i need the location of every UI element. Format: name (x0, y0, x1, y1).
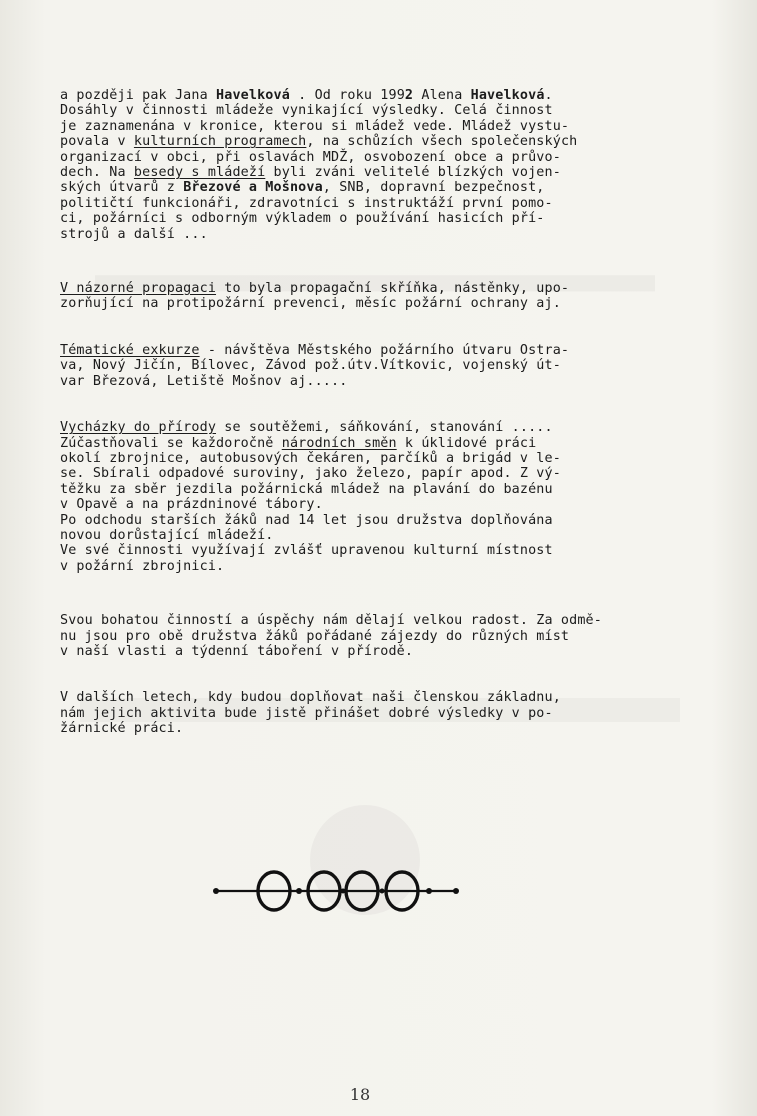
text-line (60, 559, 710, 574)
text-line (60, 103, 710, 118)
text-segment: političtí funkcionáři, zdravotníci s instruktáží první pomo- (60, 195, 553, 211)
text-segment: va, Nový Jičín, Bílovec, Závod pož.útv.Vítkovic, vojenský út- (60, 358, 561, 374)
paragraph-gap (60, 242, 710, 281)
text-segment: novou dorůstající mládeží. (60, 527, 274, 543)
text-segment: v Opavě a na prázdninové tábory. (60, 497, 323, 513)
text-segment: a později pak Jana (60, 88, 217, 103)
text-segment: povala v (60, 134, 134, 150)
text-line (60, 180, 710, 195)
ornament-divider (212, 868, 460, 914)
text-line (60, 629, 710, 644)
text-segment: k úklidové práci (396, 435, 537, 451)
text-segment: těžku za sběr jezdila požárnická mládež na plavání do bazénu (60, 481, 553, 497)
text-segment: var Březová, Letiště Mošnov aj..... (60, 373, 348, 389)
text-segment: v naší vlasti a týdenní táboření v přírodě. (60, 643, 414, 659)
text-line (60, 165, 710, 180)
text-segment: Po odchodu starších žáků nad 14 let jsou družstva doplňována (60, 512, 553, 528)
text-segment: byli zváni velitelé blízkých vojen- (265, 165, 561, 181)
text-segment: nu jsou pro obě družstva žáků pořádané zájezdy do různých míst (60, 628, 570, 644)
text-line (60, 196, 710, 211)
text-line (60, 88, 710, 103)
text-segment: . (544, 88, 553, 103)
text-segment: Alena (413, 88, 471, 103)
paragraph-gap (60, 574, 710, 613)
text-segment: se. Sbírali odpadové suroviny, jako železo, papír apod. Z vý- (60, 466, 561, 482)
text-segment: , na schůzích všech společenských (306, 134, 578, 150)
text-line (60, 513, 710, 528)
text-segment: dech. Na (60, 165, 134, 181)
text-line (60, 211, 710, 226)
text-line (60, 436, 710, 451)
text-line (60, 482, 710, 497)
text-line (60, 497, 710, 512)
text-segment: Zúčastňovali se každoročně (60, 435, 282, 451)
text-line (60, 466, 710, 481)
text-line (60, 343, 710, 358)
text-line (60, 150, 710, 165)
text-segment: zorňující na protipožární prevenci, měsíc požární ochrany aj. (60, 296, 561, 312)
text-segment: ských útvarů z (60, 180, 184, 196)
bold-text: Havelková (216, 88, 290, 103)
text-segment: je zaznamenána v kronice, kterou si mládež vede. Mládež vystu- (60, 118, 570, 134)
paragraph-gap (60, 312, 710, 343)
bold-text: Havelková (470, 88, 545, 103)
text-segment: Dosáhly v činnosti mládeže vynikající výsledky. Celá činnost (60, 103, 553, 119)
text-segment: nám jejich aktivita bude jistě přinášet dobré výsledky v po- (60, 705, 553, 721)
text-line (60, 119, 710, 134)
text-line (60, 420, 710, 435)
text-segment: to byla propagační skříňka, nástěnky, upo- (216, 281, 570, 297)
text-segment: - návštěva Městského požárního útvaru Ostra- (199, 342, 570, 358)
text-segment: okolí zbrojnice, autobusových čekáren, parčíků a brigád v le- (60, 450, 561, 466)
text-segment: ci, požárníci s odborným výkladem o používání hasicích pří- (60, 211, 545, 227)
text-line (60, 374, 710, 389)
text-segment: V dalších letech, kdy budou doplňovat naši členskou základnu, (60, 690, 561, 706)
underlined-term: kulturních programech (133, 134, 307, 150)
text-segment: organizací v obci, při oslavách MDŽ, osvobození obce a průvo- (60, 149, 561, 165)
text-line (60, 690, 710, 705)
paragraph-gap (60, 389, 710, 420)
text-line (60, 281, 710, 296)
text-line (60, 134, 710, 149)
text-line (60, 543, 710, 558)
text-line (60, 296, 710, 311)
underlined-term: národních směn (281, 435, 397, 451)
text-segment: Svou bohatou činností a úspěchy nám dělají velkou radost. Za odmě- (60, 613, 602, 629)
underlined-term: V názorné propagaci (60, 281, 217, 297)
bold-text: 2 (404, 88, 414, 103)
text-line (60, 358, 710, 373)
underlined-term: besedy s mládeží (133, 165, 266, 181)
text-line (60, 613, 710, 628)
text-line (60, 706, 710, 721)
text-line (60, 227, 710, 242)
page-number: 18 (349, 1085, 371, 1104)
underlined-term: Tématické exkurze (60, 342, 200, 358)
text-line (60, 451, 710, 466)
text-segment: . Od roku 199 (289, 88, 405, 103)
underlined-term: Vycházky do přírody (60, 420, 217, 436)
text-segment: žárnické práci. (60, 721, 184, 737)
text-segment: , SNB, dopravní bezpečnost, (322, 180, 545, 196)
text-segment: strojů a další ... (60, 226, 208, 242)
text-line (60, 528, 710, 543)
paragraph-gap (60, 659, 710, 690)
text-line (60, 721, 710, 736)
bold-text: Březové a Mošnova (183, 180, 323, 196)
text-line (60, 644, 710, 659)
text-segment: Ve své činnosti využívají zvlášť upravenou kulturní místnost (60, 543, 553, 559)
text-segment: v požární zbrojnici. (60, 558, 225, 574)
body-text (60, 88, 710, 737)
text-segment: se soutěžemi, sáňkování, stanování ..... (216, 420, 553, 436)
